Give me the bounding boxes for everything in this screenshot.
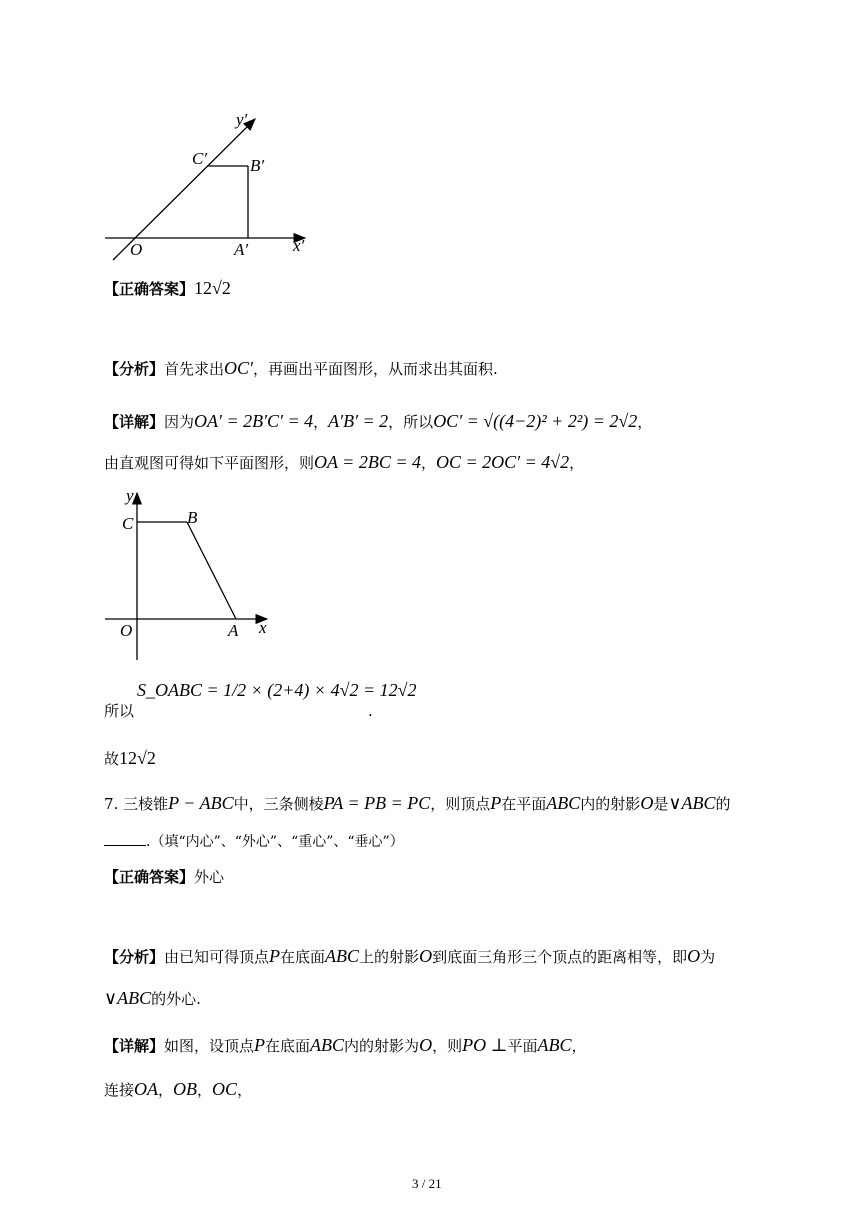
- a-math: O: [419, 946, 433, 966]
- therefore-value: 12√2: [119, 748, 156, 768]
- q7-line-2: [104, 831, 404, 853]
- d-text: ，: [237, 1081, 253, 1099]
- d-math: ABC: [537, 1035, 572, 1055]
- answer-value: 12√2: [194, 278, 231, 298]
- analysis-tag: 【分析】: [104, 948, 165, 966]
- a-math: ∨ABC: [104, 988, 152, 1008]
- d-text: 在底面: [265, 1037, 311, 1055]
- detail-text: ，: [420, 454, 436, 472]
- d-text: ，: [158, 1081, 174, 1099]
- a-math: O: [687, 946, 701, 966]
- q-text: 在平面: [501, 795, 547, 813]
- a-text: 到底面三角形三个顶点的距离相等，即: [432, 948, 688, 966]
- label-y-prime: y′: [236, 110, 248, 129]
- label-c: C: [122, 514, 134, 533]
- d-text: ，: [197, 1081, 213, 1099]
- a-text: 上的射影: [359, 948, 420, 966]
- formula-period: .: [368, 702, 373, 720]
- d-math: O: [419, 1035, 433, 1055]
- answer-tag: 【正确答案】: [104, 280, 195, 298]
- q7-analysis-line-2: [104, 987, 201, 1010]
- d-math: OB: [173, 1079, 198, 1099]
- therefore-line: [104, 747, 156, 770]
- q7-analysis-line-1: [104, 945, 715, 968]
- plane-figure: [95, 485, 285, 665]
- label-a-prime: A′: [234, 240, 249, 259]
- d-text: 平面: [507, 1037, 538, 1055]
- q-text: 内的射影: [580, 795, 641, 813]
- label-o: O: [120, 621, 133, 640]
- detail-tag: 【详解】: [104, 413, 165, 431]
- q-math: ABC: [546, 793, 581, 813]
- q-text: 的: [715, 795, 731, 813]
- d-math: ABC: [310, 1035, 345, 1055]
- d-text: ，则: [432, 1037, 463, 1055]
- label-o: O: [130, 240, 143, 259]
- detail-math: OC = 2OC′ = 4√2: [436, 452, 570, 472]
- answer-value: 外心: [194, 868, 225, 886]
- a-math: ABC: [325, 946, 360, 966]
- therefore-text: 故: [104, 750, 120, 768]
- segment-b-a: [187, 522, 236, 619]
- analysis-text: 首先求出: [164, 360, 225, 378]
- detail-line-2: [104, 451, 584, 474]
- q-math: P: [490, 793, 502, 813]
- answer-tag: 【正确答案】: [104, 868, 195, 886]
- so-label: 所以: [104, 702, 135, 720]
- detail-text: ，: [569, 454, 585, 472]
- d-text: ，: [571, 1037, 587, 1055]
- q7-line-1: [104, 792, 731, 815]
- detail-tag: 【详解】: [104, 1037, 165, 1055]
- d-math: PO ⊥: [462, 1035, 508, 1055]
- page-number: 3 / 21: [412, 1176, 442, 1191]
- detail-math: OA = 2BC = 4: [314, 452, 421, 472]
- q-text: .（填“内心”、“外心”、“重心”、“垂心”）: [146, 834, 404, 850]
- q-text: 是: [653, 795, 669, 813]
- detail-text: 由直观图可得如下平面图形，则: [104, 454, 315, 472]
- detail-math: OA′ = 2B′C′ = 4: [194, 411, 314, 431]
- analysis-text: ，再画出平面图形，从而求出其面积.: [252, 360, 498, 378]
- q-math: O: [640, 793, 654, 813]
- a-text: 由已知可得顶点: [164, 948, 270, 966]
- y-prime-axis: [113, 119, 255, 260]
- d-text: 如图，设顶点: [164, 1037, 255, 1055]
- label-b: B: [187, 508, 198, 527]
- area-formula: [137, 680, 416, 701]
- answer-line-1: [104, 277, 231, 300]
- detail-text: ，所以: [388, 413, 434, 431]
- label-a: A: [228, 621, 239, 640]
- q7-answer: [104, 866, 224, 888]
- answer-blank[interactable]: [104, 831, 146, 846]
- d-math: OC: [212, 1079, 238, 1099]
- d-math: P: [254, 1035, 266, 1055]
- q-math: ∨ABC: [668, 793, 716, 813]
- analysis-tag: 【分析】: [104, 360, 165, 378]
- label-x: x: [259, 618, 267, 637]
- d-text: 内的射影为: [344, 1037, 420, 1055]
- q7-detail-line-2: [104, 1078, 252, 1101]
- q-math: PA = PB = PC: [323, 793, 431, 813]
- detail-text: ，: [313, 413, 329, 431]
- a-text: 的外心.: [151, 990, 201, 1008]
- a-text: 在底面: [280, 948, 326, 966]
- formula-text: S_OABC = 1/2 × (2+4) × 4√2 = 12√2: [137, 680, 417, 700]
- detail-math: A′B′ = 2: [328, 411, 389, 431]
- label-b-prime: B′: [250, 156, 265, 175]
- a-math: P: [269, 946, 281, 966]
- q-text: 中，三条侧棱: [233, 795, 324, 813]
- label-c-prime: C′: [192, 149, 208, 168]
- detail-line-1: [104, 410, 652, 433]
- question-number: 7.: [104, 795, 119, 813]
- detail-text: ，: [637, 413, 653, 431]
- q7-detail-line-1: [104, 1034, 587, 1057]
- a-text: 为: [700, 948, 716, 966]
- d-math: OA: [134, 1079, 159, 1099]
- q-text: ，则顶点: [430, 795, 491, 813]
- q-math: P − ABC: [168, 793, 234, 813]
- detail-text: 因为: [164, 413, 195, 431]
- oblique-figure: [95, 105, 325, 265]
- q-text: 三棱锥: [123, 795, 169, 813]
- analysis-math: OC′: [224, 358, 253, 378]
- analysis-line-1: [104, 357, 498, 380]
- detail-math: OC′ = √((4−2)² + 2²) = 2√2: [433, 411, 638, 431]
- d-text: 连接: [104, 1081, 135, 1099]
- label-y: y: [126, 486, 134, 505]
- label-x-prime: x′: [293, 236, 305, 255]
